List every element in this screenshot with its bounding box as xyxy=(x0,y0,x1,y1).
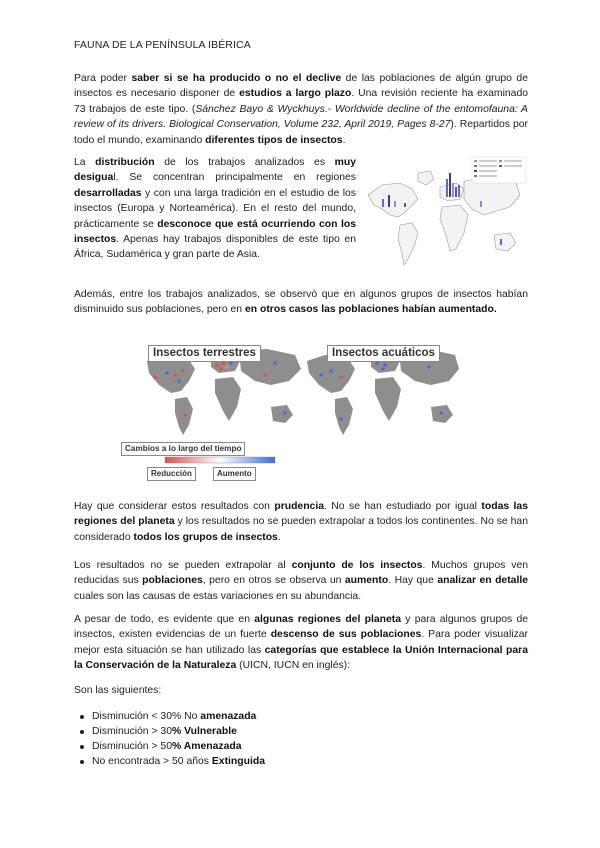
legend-title: Cambios a lo largo del tiempo xyxy=(121,442,245,456)
world-study-distribution-map xyxy=(360,155,528,285)
list-item: Disminución > 50% Amenazada xyxy=(74,739,265,754)
legend-aumento: Aumento xyxy=(213,467,256,481)
paragraph-list-intro: Son las siguientes: xyxy=(74,685,162,696)
list-item: Disminución > 30% Vulnerable xyxy=(74,724,265,739)
trend-maps-graphic xyxy=(145,341,460,483)
paragraph-intro: Para poder saber si se ha producido o no el declive de las poblaciones de algún grupo de insectos es necesario disponer de estudios a largo plazo. Una revisión reciente ha examinado 73 trabajos de este tipo. (Sánchez Bayo & Wyckhuys.- Worldwide decline of the entomofauna: A review of its drivers. Biological Conservation, Volume 232, April 2019, Pages 8-27). Repartidos por todo el mundo, examinando diferentes tipos de insectos. xyxy=(74,73,528,146)
citation: Sánchez Bayo & Wyckhuys.- Worldwide decline of the entomofauna: A review of its drivers. Biological Conservation, Volume 232, April 2019, Pages 8-27 xyxy=(74,103,528,131)
list-item: No encontrada > 50 años Extinguida xyxy=(74,754,265,769)
insect-trend-maps-figure xyxy=(125,341,460,483)
label-insectos-terrestres: Insectos terrestres xyxy=(148,345,261,362)
paragraph-extrapolation: Los resultados no se pueden extrapolar al conjunto de los insectos. Muchos grupos ven reducidas sus poblaciones, pero en otros se observa un aumento. Hay que analizar en detalle cuales son las causas de estas variaciones en su abundancia. xyxy=(74,560,529,602)
paragraph-prudence: Hay que considerar estos resultados con prudencia. No se han estudiado por igual todas las regiones del planeta y los resultados no se pueden extrapolar a todos los continentes. No se han considerado todos los grupos de insectos. xyxy=(74,501,528,543)
trend-color-scale xyxy=(165,457,275,463)
paragraph-changes: Además, entre los trabajos analizados, se observó que en algunos grupos de insectos habían disminuido sus poblaciones, pero en en otros casos las poblaciones habían aumentado. xyxy=(74,289,528,316)
label-insectos-acuaticos: Insectos acuáticos xyxy=(327,345,440,362)
list-item: Disminución < 30% No amenazada xyxy=(74,709,265,724)
legend-reduccion: Reducción xyxy=(147,467,196,481)
paragraph-distribution: La distribución de los trabajos analizados es muy desigual. Se concentran principalmente en regiones desarrolladas y con una larga tradición en el estudio de los insectos (Europa y Norteamérica). En el resto del mundo, prácticamente se desconoce que está ocurriendo con los insectos. Apenas hay trabajos disponibles de este tipo en África, Sudamérica y gran parte de Asia. xyxy=(74,157,356,261)
page-header: FAUNA DE LA PENÍNSULA IBÉRICA xyxy=(74,39,251,51)
paragraph-iucn: A pesar de todo, es evidente que en algunas regiones del planeta y para algunos grupos de insectos, existen evidencias de un fuerte descenso de sus poblaciones. Para poder visualizar mejor esta situación se han utilizado las categorías que establece la Unión Internacional para la Conservación de la Naturaleza (UICN, IUCN en inglés): xyxy=(74,614,529,672)
iucn-categories-list xyxy=(74,709,265,769)
